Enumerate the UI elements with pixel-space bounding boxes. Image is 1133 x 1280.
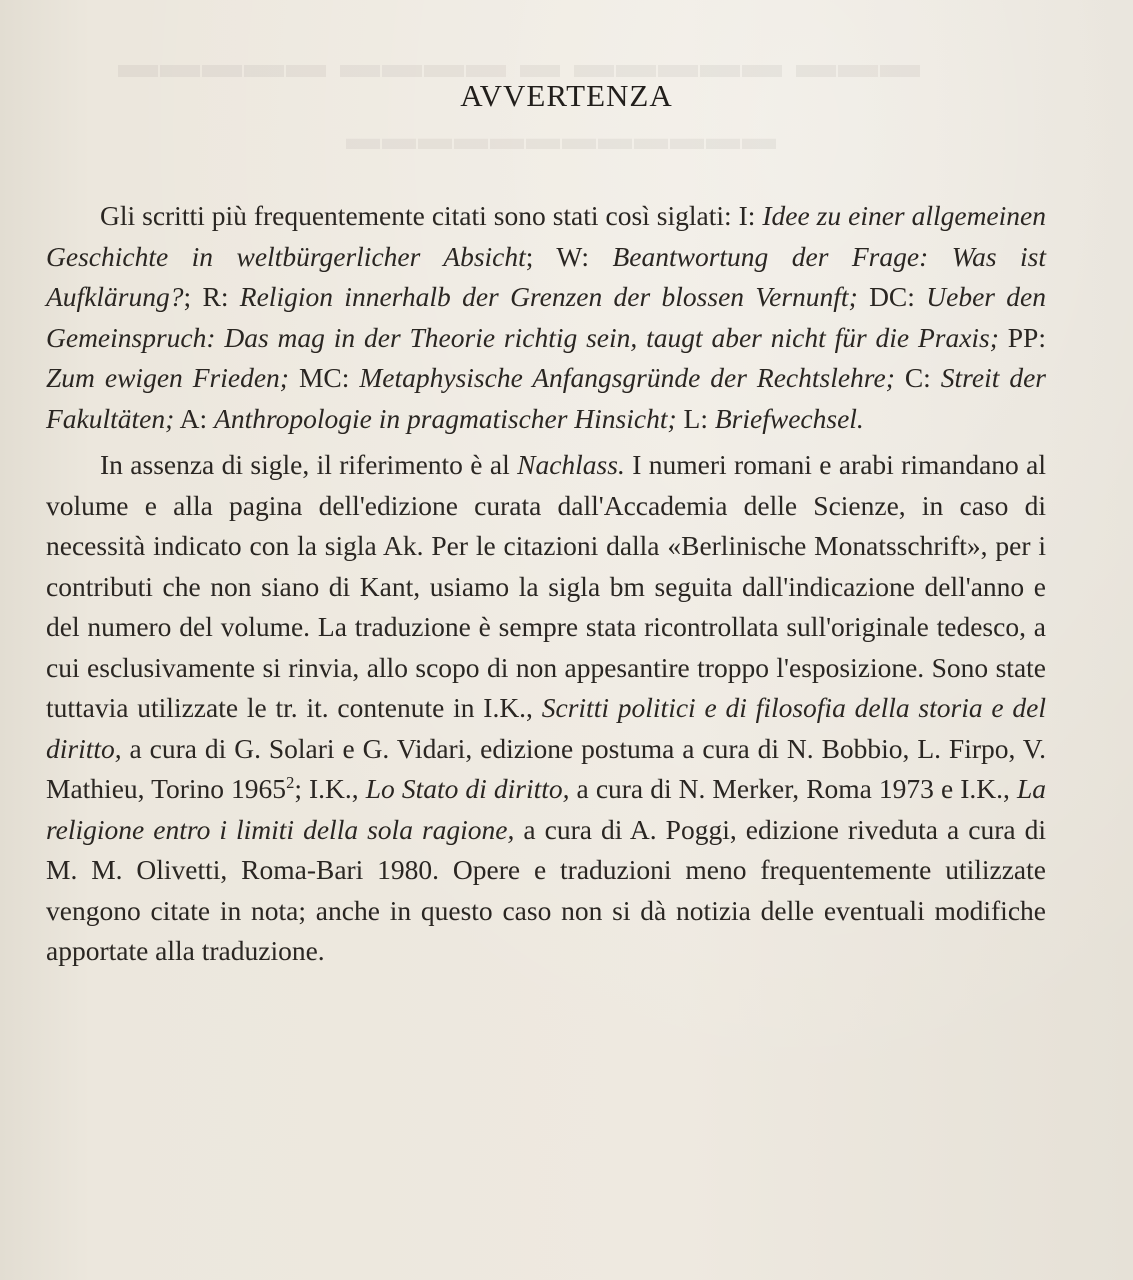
- italic-run: Nachlass.: [517, 449, 625, 480]
- text-run: DC:: [857, 281, 927, 312]
- footnote-superscript: 2: [286, 772, 295, 792]
- text-run: C:: [894, 362, 941, 393]
- paragraph-riferimenti: [46, 445, 1046, 972]
- italic-run: Lo Stato di diritto,: [365, 773, 570, 804]
- text-run: I numeri romani e arabi rimandano al volume e alla pagina dell'edizione curata dall'Accademia delle Scienze, in caso di necessità indicato con la sigla Ak. Per le citazioni dalla «Berlinische Monatsschrift», per i contributi che non siano di Kant, usiamo la sigla bm seguita dall'indicazione dell'anno e del numero del volume. La traduzione è sempre stata ricontrollata sull'originale tedesco, a cui esclusivamente si rinvia, allo scopo di non appesantire troppo l'esposizione. Sono state tuttavia utilizzate le tr. it. contenute in I.K.,: [46, 449, 1046, 723]
- paragraph-sigle: [46, 196, 1046, 439]
- italic-run: Idee zu einer allgemeinen Geschichte in weltbürgerlicher Absicht: [46, 200, 1046, 272]
- italic-run: Zum ewigen Frieden;: [46, 362, 289, 393]
- italic-run: La religione entro i limiti della sola ragione,: [46, 773, 1046, 845]
- italic-run: Religion innerhalb der Grenzen der blossen Vernunft;: [239, 281, 858, 312]
- text-run: A:: [174, 402, 215, 434]
- text-run: L:: [676, 402, 715, 434]
- text-run: In assenza di sigle, il riferimento è al: [100, 449, 518, 480]
- text-run: Gli scritti più frequentemente citati sono stati così siglati: I:: [100, 200, 763, 231]
- italic-run: Anthropologie in pragmatischer Hinsicht;: [214, 402, 677, 434]
- italic-run: Ueber den Gemeinspruch: Das mag in der Theorie richtig sein, taugt aber nicht für die Praxis;: [46, 281, 1047, 353]
- page-heading: AVVERTENZA: [460, 78, 673, 113]
- italic-run: Scritti politici e di filosofia della storia e del diritto,: [46, 692, 1046, 764]
- text-run: ; I.K.,: [294, 773, 366, 804]
- text-run: a cura di A. Poggi, edizione riveduta a cura di M. M. Olivetti, Roma-Bari 1980. Opere e traduzioni meno frequentemente utilizzate vengono citate in nota; anche in questo caso non si dà notizia delle eventuali modifiche apportate alla traduzione.: [46, 813, 1047, 966]
- show-through-text: ▬▬▬▬▬▬▬▬▬▬▬▬: [344, 120, 776, 157]
- italic-run: Beantwortung der Frage: Was ist Aufklärung?: [46, 240, 1047, 312]
- text-run: ; R:: [183, 281, 240, 312]
- text-run: PP:: [998, 321, 1046, 353]
- text-run: ; W:: [525, 240, 613, 272]
- body-text: [46, 196, 1046, 972]
- italic-run: Briefwechsel.: [714, 402, 864, 434]
- text-run: a cura di G. Solari e G. Vidari, edizione postuma a cura di N. Bobbio, L. Firpo, V. Mathieu, Torino 1965: [46, 732, 1046, 804]
- text-run: a cura di N. Merker, Roma 1973 e I.K.,: [569, 773, 1017, 804]
- italic-run: Streit der Fakultäten;: [46, 362, 1046, 434]
- text-run: MC:: [288, 362, 360, 393]
- show-through-text: ▬▬▬ ▬▬▬▬▬ ▬ ▬▬▬▬ ▬▬▬▬▬: [116, 41, 920, 86]
- italic-run: Metaphysische Anfangsgründe der Rechtslehre;: [359, 362, 895, 393]
